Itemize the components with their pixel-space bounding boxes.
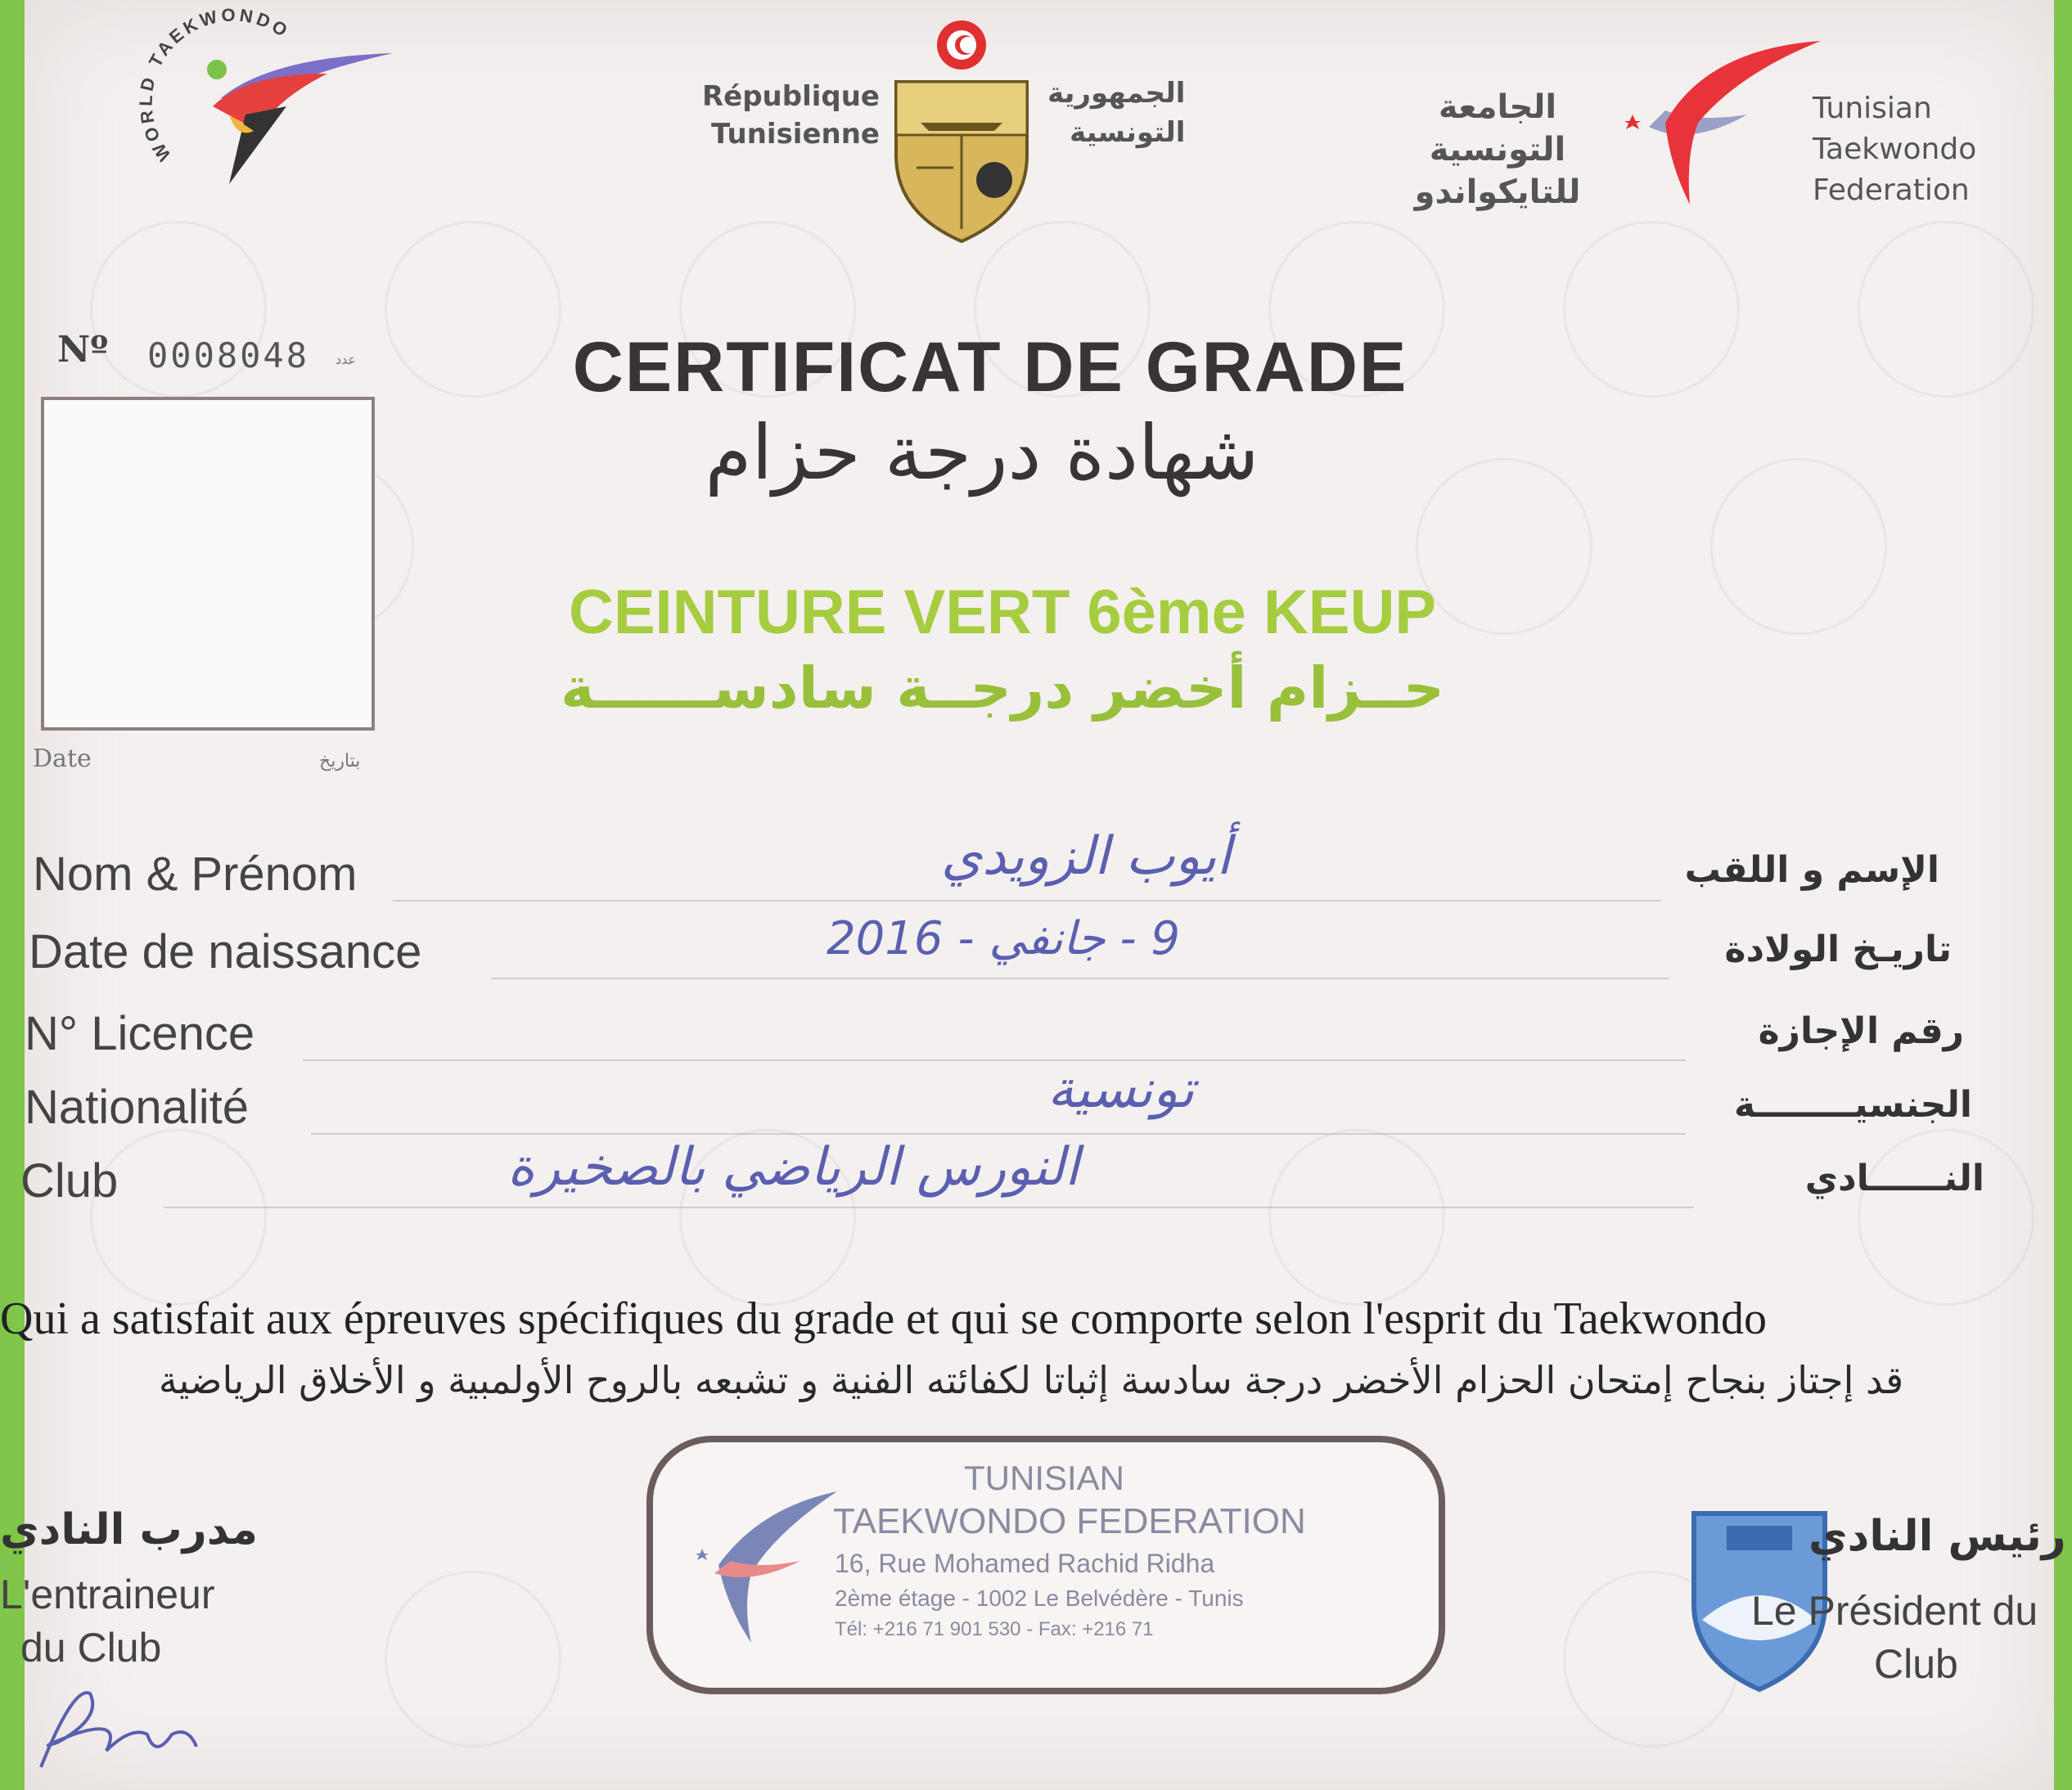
certificate-number-label: Nº — [57, 329, 109, 371]
stamp-line-2: TAEKWONDO FEDERATION — [833, 1501, 1306, 1541]
field-row-club — [0, 1137, 2029, 1215]
federation-name-ar: الجامعة التونسية للتايكواندو — [1414, 88, 1581, 211]
field-label-ar: تاريـخ الولادة — [1724, 929, 1952, 970]
republic-ar: الجمهورية التونسية — [1047, 77, 1186, 149]
stamp-line-5: Tél: +216 71 901 530 - Fax: +216 71 — [835, 1618, 1154, 1640]
certificate-title-ar: شهادة درجة حزام — [705, 409, 1259, 497]
federation-name-en: Tunisian Taekwondo Federation — [1813, 92, 1977, 207]
field-row-licence — [0, 1002, 2029, 1068]
republic-fr: République Tunisienne — [701, 80, 880, 151]
coach-signature — [25, 1669, 213, 1783]
wtf-logo-text: WORLD TAEKWONDO — [135, 8, 295, 165]
field-line — [303, 1059, 1686, 1061]
field-label-ar: الإسم و اللقب — [1684, 849, 1939, 891]
field-value-handwritten: أيوب الزويدي — [941, 826, 1232, 887]
stamp-line-1: TUNISIAN — [964, 1459, 1125, 1497]
watermark-logo — [385, 221, 561, 398]
field-line — [491, 978, 1669, 979]
field-line — [311, 1133, 1686, 1135]
president-label-ar: رئيس النادي — [1808, 1512, 2066, 1561]
statement-ar: قد إجتاز بنجاح إمتحان الحزام الأخضر درجة سادسة إثباتا لكفائته الفنية و تشبعه بالروح الأولمبية و الأخلاق الرياضية — [158, 1358, 1904, 1402]
stamp-line-3: 16, Rue Mohamed Rachid Ridha — [835, 1549, 1215, 1578]
field-label-ar: الجنسيــــــــة — [1733, 1084, 1972, 1126]
stamp-federation-logo — [694, 1483, 841, 1647]
watermark-logo — [1563, 221, 1740, 398]
photo-date-label-ar: بتاريخ — [319, 751, 361, 771]
field-row-birthdate — [0, 912, 2029, 986]
watermark-logo — [1858, 221, 2034, 398]
certificate-title: CERTIFICAT DE GRADE — [572, 328, 1408, 407]
field-label-ar: رقم الإجازة — [1758, 1010, 1964, 1052]
field-row-nationality — [0, 1059, 2029, 1141]
certificate-number-label-ar: عدد — [336, 352, 357, 367]
field-label: Club — [20, 1154, 119, 1208]
watermark-logo — [385, 1571, 561, 1747]
field-label: Nom & Prénom — [33, 848, 358, 901]
statement-fr: Qui a satisfait aux épreuves spécifiques du grade et qui se comporte selon l'esprit du Taekwondo — [0, 1293, 1767, 1344]
certificate-number: 0008048 — [147, 335, 310, 376]
field-label: Date de naissance — [29, 925, 422, 978]
tunisia-coat-of-arms — [880, 16, 1043, 245]
federation-stamp — [646, 1436, 1445, 1694]
coach-label-2: du Club — [20, 1625, 162, 1671]
field-line — [393, 900, 1661, 902]
field-value-handwritten: 9 - جانفي - 2016 — [827, 912, 1181, 965]
coach-label-ar: مدرب النادي — [0, 1505, 258, 1554]
president-label-2: Club — [1874, 1641, 1958, 1687]
field-row-name — [0, 826, 2029, 908]
field-value-handwritten: تونسية — [1047, 1059, 1195, 1120]
field-label: N° Licence — [25, 1007, 255, 1060]
photo-box — [41, 397, 375, 731]
president-label: Le Président du — [1751, 1588, 2038, 1634]
field-line — [164, 1207, 1694, 1208]
watermark-logo — [1710, 458, 1887, 635]
field-value-handwritten: النورس الرياضي بالصخيرة — [507, 1137, 1079, 1198]
belt-grade-ar: حــزام أخضر درجــة سادســــــة — [560, 654, 1445, 722]
stamp-line-4: 2ème étage - 1002 Le Belvédère - Tunis — [835, 1585, 1244, 1611]
field-label-ar: النــــــادي — [1804, 1158, 1984, 1199]
world-taekwondo-logo — [123, 8, 409, 196]
federation-logo — [1616, 33, 1829, 213]
photo-date-label: Date — [33, 744, 92, 773]
field-label: Nationalité — [25, 1081, 250, 1134]
belt-grade: CEINTURE VERT 6ème KEUP — [568, 578, 1437, 647]
coach-label: L'entraineur — [0, 1572, 215, 1617]
